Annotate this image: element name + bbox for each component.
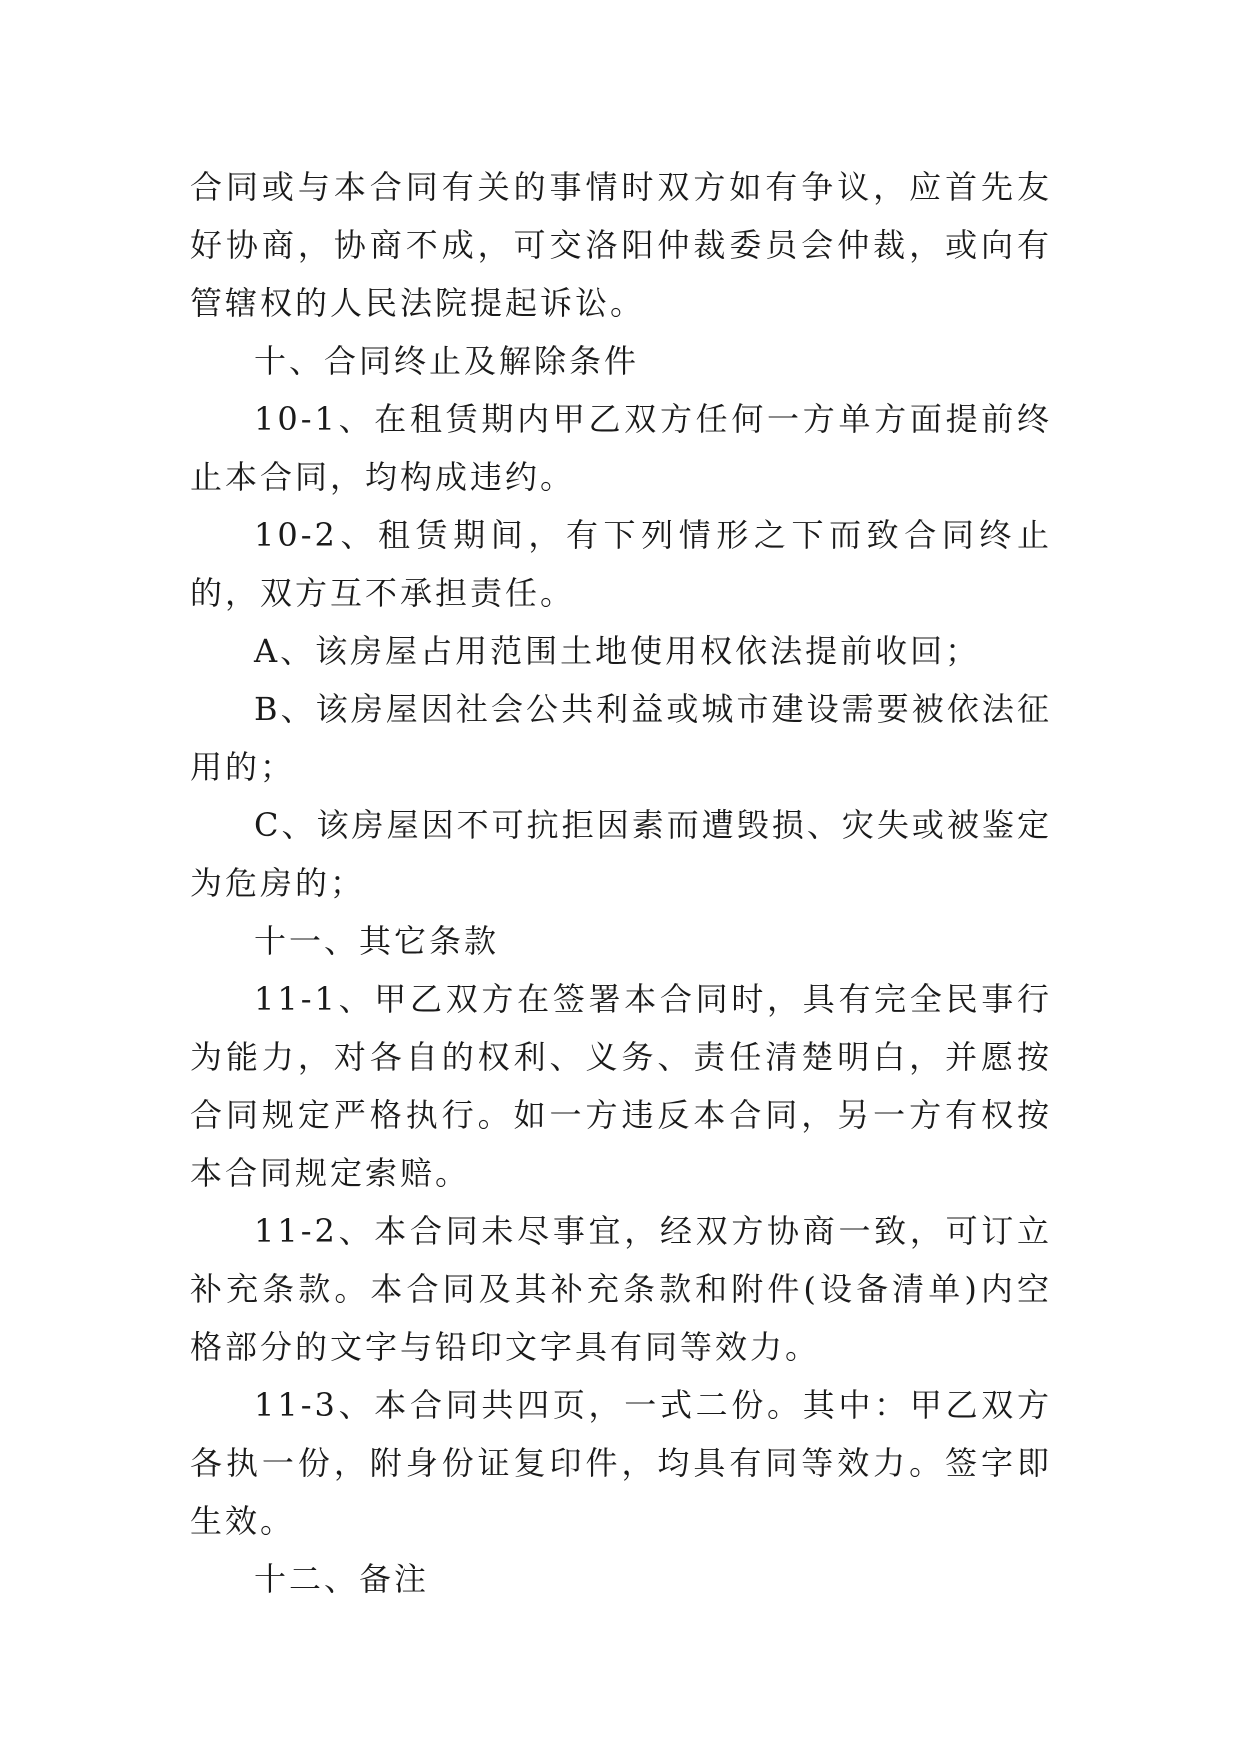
clause-10-1: 10-1、在租赁期内甲乙双方任何一方单方面提前终止本合同，均构成违约。 (190, 400, 1052, 496)
clause-11-3: 11-3、本合同共四页，一式二份。其中：甲乙双方各执一份，附身份证复印件，均具有同等效力。签字即生效。 (190, 1386, 1052, 1540)
heading-section-10: 十、合同终止及解除条件 (254, 342, 640, 380)
clause-11-1: 11-1、甲乙双方在签署本合同时，具有完全民事行为能力，对各自的权利、义务、责任清楚明白，并愿按合同规定严格执行。如一方违反本合同，另一方有权按本合同规定索赔。 (190, 980, 1052, 1192)
item-c: C、该房屋因不可抗拒因素而遭毁损、灾失或被鉴定为危房的； (190, 806, 1052, 902)
heading-section-12: 十二、备注 (254, 1560, 430, 1598)
paragraph-dispute-continuation: 合同或与本合同有关的事情时双方如有争议，应首先友好协商，协商不成，可交洛阳仲裁委员会仲裁，或向有管辖权的人民法院提起诉讼。 (190, 168, 1052, 322)
clause-11-2: 11-2、本合同未尽事宜，经双方协商一致，可订立补充条款。本合同及其补充条款和附件(设备清单)内空格部分的文字与铅印文字具有同等效力。 (190, 1212, 1052, 1366)
item-a: A、该房屋占用范围土地使用权依法提前收回； (254, 632, 981, 670)
item-b: B、该房屋因社会公共利益或城市建设需要被依法征用的； (190, 690, 1052, 786)
clause-10-2: 10-2、租赁期间，有下列情形之下而致合同终止的，双方互不承担责任。 (190, 516, 1052, 612)
heading-section-11: 十一、其它条款 (254, 922, 500, 960)
document-body (190, 158, 1052, 1608)
